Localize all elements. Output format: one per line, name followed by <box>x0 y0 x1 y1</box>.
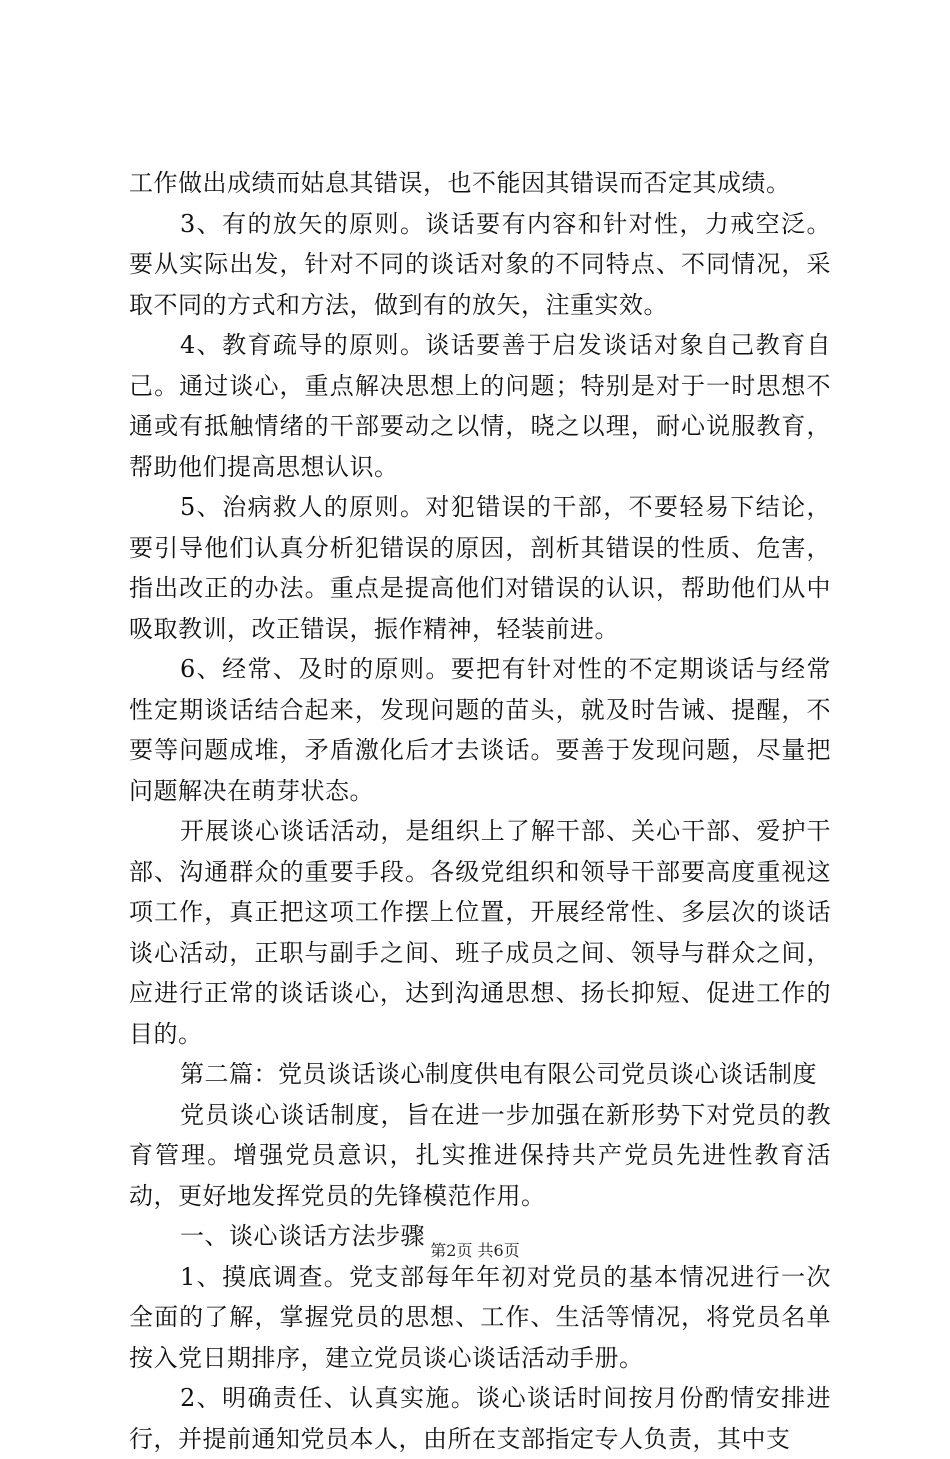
paragraph: 3、有的放矢的原则。谈话要有内容和针对性，力戒空泛。要从实际出发，针对不同的谈话对象的不同特点、不同情况，采取不同的方式和方法，做到有的放矢，注重实效。 <box>129 209 831 319</box>
paragraph: 6、经常、及时的原则。要把有针对性的不定期谈话与经常性定期谈话结合起来，发现问题的苗头，就及时告诫、提醒，不要等问题成堆，矛盾激化后才去谈话。要善于发现问题，尽量把问题解决在萌芽状态。 <box>129 655 831 805</box>
paragraph: 4、教育疏导的原则。谈话要善于启发谈话对象自己教育自己。通过谈心，重点解决思想上的问题；特别是对于一时思想不通或有抵触情绪的干部要动之以情，晓之以理，耐心说服教育，帮助他们提高思想认识。 <box>129 331 831 481</box>
section-heading: 第二篇：党员谈话谈心制度供电有限公司党员谈心谈话制度 <box>180 1060 817 1088</box>
paragraph: 5、治病救人的原则。对犯错误的干部，不要轻易下结论，要引导他们认真分析犯错误的原因，剖析其错误的性质、危害，指出改正的办法。重点是提高他们对错误的认识，帮助他们从中吸取教训，改正错误，振作精神，轻装前进。 <box>129 493 831 643</box>
paragraph: 党员谈心谈话制度，旨在进一步加强在新形势下对党员的教育管理。增强党员意识，扎实推进保持共产党员先进性教育活动，更好地发挥党员的先锋模范作用。 <box>129 1100 831 1210</box>
paragraph: 工作做出成绩而姑息其错误，也不能因其错误而否定其成绩。 <box>129 169 791 197</box>
paragraph: 2、明确责任、认真实施。谈心谈话时间按月份酌情安排进行，并提前通知党员本人，由所在支部指定专人负责，其中支 <box>129 1384 831 1453</box>
page-number-footer: 第2页 共6页 <box>430 1241 520 1260</box>
paragraph: 开展谈心谈话活动，是组织上了解干部、关心干部、爱护干部、沟通群众的重要手段。各级党组织和领导干部要高度重视这项工作，真正把这项工作摆上位置，开展经常性、多层次的谈话谈心活动，正职与副手之间、班子成员之间、领导与群众之间，应进行正常的谈话谈心，达到沟通思想、扬长抑短、促进工作的目的。 <box>129 817 831 1048</box>
document-body <box>129 163 831 1459</box>
subsection-heading: 一、谈心谈话方法步骤 <box>180 1222 425 1250</box>
paragraph: 1、摸底调查。党支部每年年初对党员的基本情况进行一次全面的了解，掌握党员的思想、工作、生活等情况，将党员名单按入党日期排序，建立党员谈心谈话活动手册。 <box>129 1262 831 1372</box>
